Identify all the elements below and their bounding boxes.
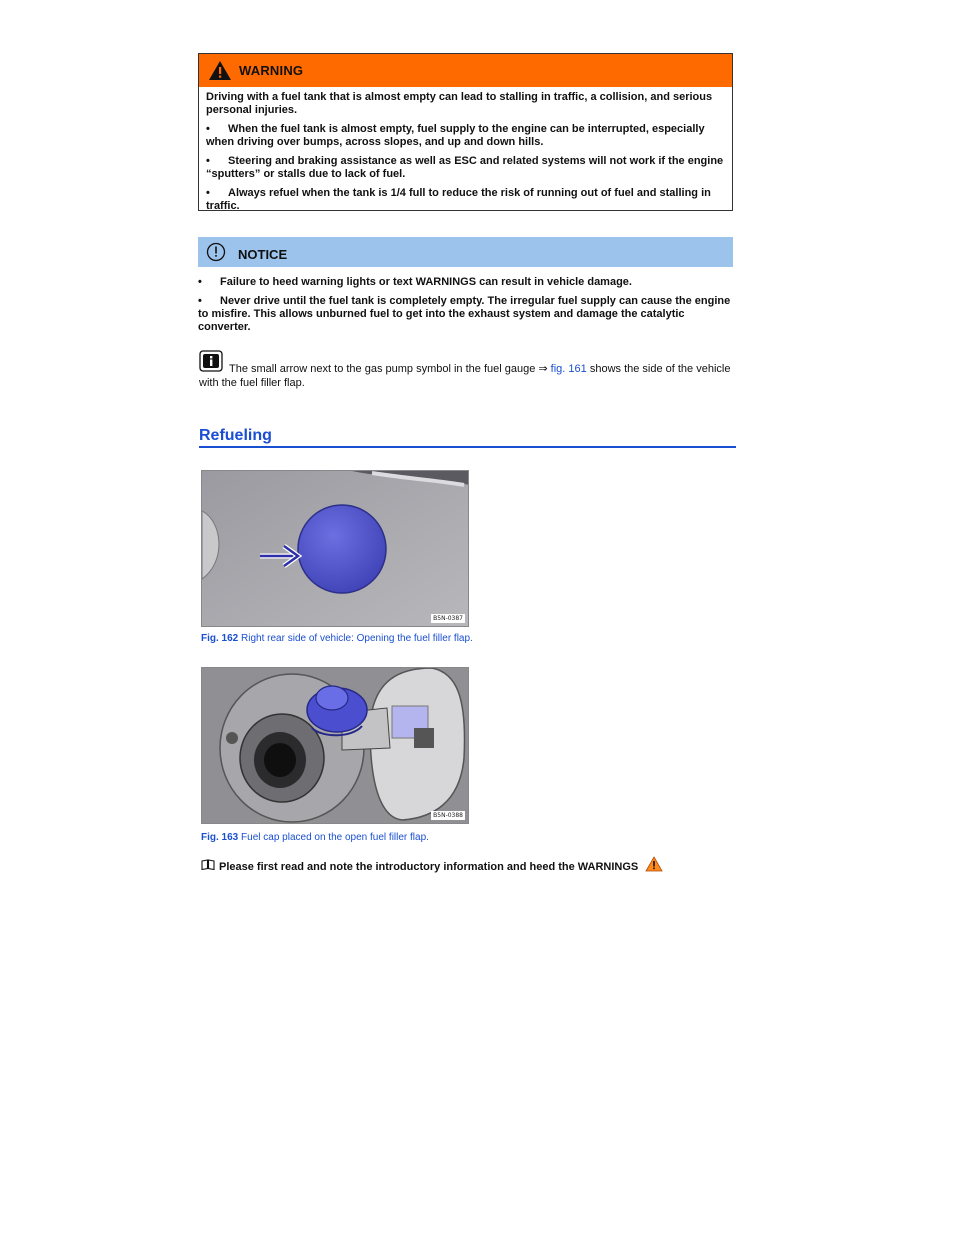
- bullet-marker: •: [206, 187, 210, 199]
- warning-triangle-icon: [208, 60, 232, 81]
- notice-bullet: • Failure to heed warning lights or text WARNINGS can result in vehicle damage.: [198, 276, 632, 288]
- figure-162-caption: Fig. 162 Right rear side of vehicle: Opening the fuel filler flap.: [201, 633, 473, 644]
- warning-triangle-icon[interactable]: [645, 856, 663, 872]
- notice-header: [198, 237, 733, 267]
- notice-title: NOTICE: [238, 247, 288, 262]
- warning-bullet: • When the fuel tank is almost empty, fuel supply to the engine can be interrupted, especially when driving over bumps, across slopes, and up and down hills.: [206, 123, 705, 148]
- warning-bullet: • Always refuel when the tank is 1/4 full to reduce the risk of running out of fuel and stalling in traffic.: [206, 187, 711, 212]
- fuel-cap-illustration: [202, 668, 469, 824]
- notice-body: [198, 276, 733, 340]
- figure-163-image: [201, 667, 469, 824]
- warning-intro: Driving with a fuel tank that is almost empty can lead to stalling in traffic, a collision, and serious personal injuries.: [206, 91, 713, 116]
- section-heading: Refueling: [199, 427, 272, 444]
- warning-header: [199, 54, 732, 87]
- info-note: The small arrow next to the gas pump symbol in the fuel gauge ⇒ fig. 161 shows the side of the vehicle with the fuel filler flap.: [199, 363, 731, 389]
- figure-code: B5N-0387: [433, 615, 463, 622]
- book-icon: [201, 859, 215, 870]
- bullet-marker: •: [198, 276, 202, 288]
- heading-divider: [199, 446, 736, 448]
- figure-163-caption: Fig. 163 Fuel cap placed on the open fuel filler flap.: [201, 832, 429, 843]
- figure-162-image: [201, 470, 469, 627]
- fuel-flap-illustration: [202, 471, 469, 627]
- warning-bullet: • Steering and braking assistance as well as ESC and related systems will not work if the engine “sputters” or stalls due to lack of fuel.: [206, 155, 724, 180]
- bullet-marker: •: [206, 123, 210, 135]
- figure-code: B5N-0388: [433, 812, 463, 819]
- read-note: Please first read and note the introductory information and heed the WARNINGS: [201, 856, 663, 873]
- bullet-marker: •: [206, 155, 210, 167]
- fig-161-link[interactable]: fig. 161: [550, 363, 587, 375]
- notice-bullet: • Never drive until the fuel tank is completely empty. The irregular fuel supply can cause the engine to misfire. This allows unburned fuel to get into the exhaust system and damage the catalytic converter.: [198, 295, 731, 333]
- exclamation-circle-icon: [206, 242, 226, 262]
- warning-body: [199, 87, 732, 213]
- warning-title: WARNING: [239, 63, 304, 78]
- warning-box: [198, 53, 733, 211]
- bullet-marker: •: [198, 295, 202, 307]
